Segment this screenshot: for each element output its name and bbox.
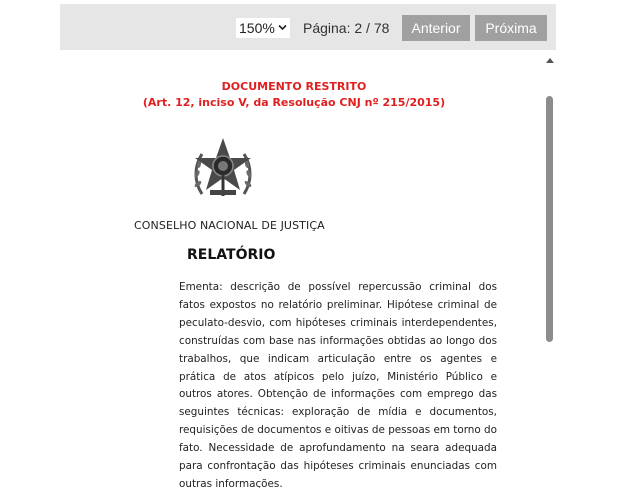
scroll-up-arrow-icon[interactable]	[546, 58, 554, 63]
restricted-notice-reference: (Art. 12, inciso V, da Resolução CNJ nº 215/2015)	[142, 96, 446, 109]
next-page-button[interactable]: Próxima	[475, 15, 547, 41]
vertical-scrollbar[interactable]	[544, 50, 556, 488]
coat-of-arms-icon	[188, 136, 258, 200]
page-indicator: Página: 2 / 78	[303, 20, 390, 36]
zoom-value: 150%	[239, 20, 275, 36]
document-page	[60, 50, 544, 488]
council-name: CONSELHO NACIONAL DE JUSTIÇA	[134, 219, 325, 232]
pdf-viewer	[60, 4, 556, 488]
viewer-toolbar	[60, 4, 556, 50]
report-title: RELATÓRIO	[187, 247, 276, 263]
previous-page-button[interactable]: Anterior	[402, 15, 470, 41]
ementa-paragraph: Ementa: descrição de possível repercussão criminal dos fatos expostos no relatório preliminar. Hipótese criminal de peculato-desvio, com hipóteses criminais interdependentes, construídas com base nas informações obtidas ao longo dos trabalhos, que indicam articulação entre os agentes e prática de atos atípicos pelo juízo, Ministério Público e outros atores. Obtenção de informações com emprego das seguintes técnicas: exploração de mídia e documentos, requisições de documentos e oitivas de pessoas em torno do fato. Necessidade de aprofundamento na seara adequada para confrontação das hipóteses criminais enunciadas com outras informações.	[179, 281, 497, 488]
restricted-notice: DOCUMENTO RESTRITO	[221, 80, 367, 93]
chevron-down-icon	[278, 24, 287, 31]
scrollbar-thumb[interactable]	[546, 96, 553, 342]
zoom-select[interactable]	[236, 18, 290, 38]
